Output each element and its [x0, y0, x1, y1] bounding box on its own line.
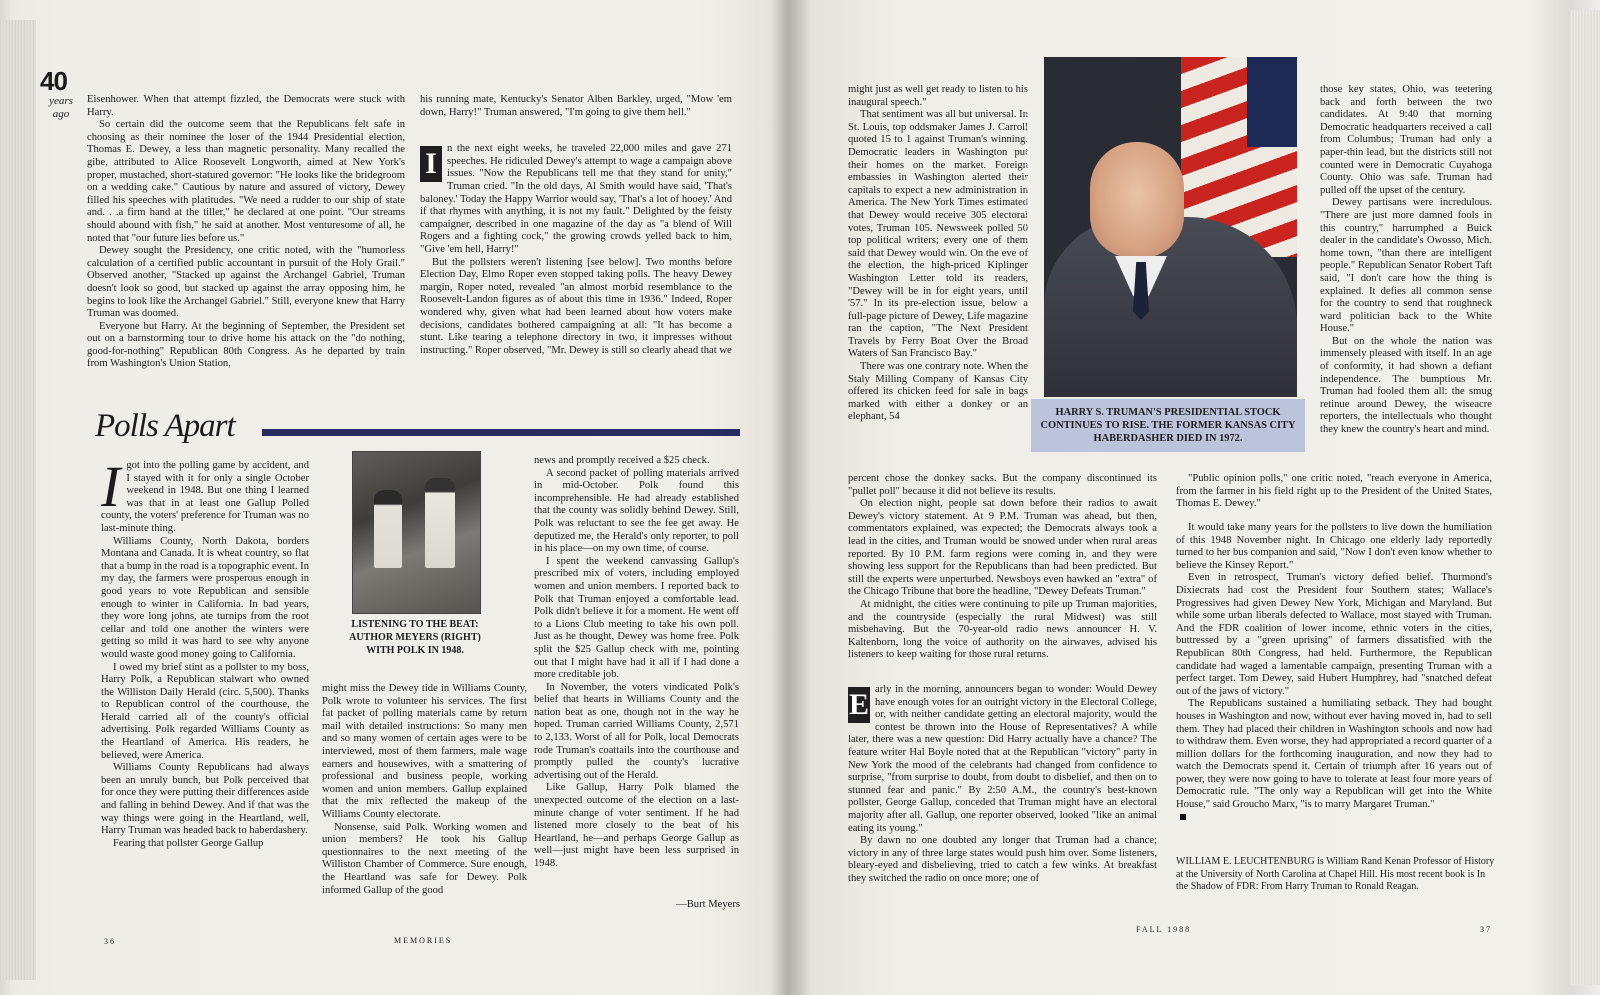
article-column-4-lower: It would take many years for the pollsters to live down the humiliation of this 1948 November night. In Chicago one elderly lady reportedly turned to her bus companion and said, "Now I don't even know whether to believe the Kinsey Report." Even in retrospect, Truman's victory defied belief. Thurmond's Dixiecrats had cost the President four Southern states; Wallace's Progressives had given Dewey New York, Michigan and Maryland. But while some urban liberals defected to Wallace, most stayed with Truman. And the FDR coalition of lower income, ethnic voters in the cities, buttressed by a "green uprising" of farmers dissatisfied with the Republican 80th Congress, had held. Furthermore, the Republican candidate had waged a lamentable campaign, presenting Truman with a perfect target. Tom Dewey, said Hubert Humphrey, had "snatched defeat out of the jaws of victory." The Republicans sustained a humiliating setback. They had bought houses in Washington and now, without ever having moved in, had to sell them. They had placed their children in Washington schools and now had to withdraw them. Even worse, they had appropriated a record quarter of a million dollars for the forthcoming inauguration, and now they had to watch the Democrats spend it. Certain of triumph after 16 years out of power, they were now going to have to tolerate at least four more years of Democratic rule. "The only way a Republican will get into the White House," said Groucho Marx, "is to marry Margaret Truman." [1176, 522, 1492, 850]
page-number-right: 37 [1480, 925, 1492, 934]
portrait-face [1090, 142, 1184, 258]
sidebar-column-1: I got into the polling game by accident, and I stayed with it for only a single October weekend in 1948. But one thing I learned was that in at least one Gallup Polled county, the voters' preference for Truman was no last-minute thing. Williams County, North Dakota, borders Montana and Canada. It is wheat country, so flat that a bump in the road is a topographic event. In my day, the farmers were prosperous enough in good years to vote Republican and sensible enough to winter in California. In bad years, they wore long johns, ate turnips from the root cellar and told one another the winters were getting so mild it was hard to see why anyone would waste good money going to California. I owed my brief stint as a pollster to my boss, Harry Polk, a Republican stalwart who owned the Williston Daily Herald (circ. 5,500). Thanks to Republican control of the courthouse, the Herald carried all of the county's official advertising. Polk regarded Williams County as the Heartland of America. His readers, he believed, were America. Williams County Republicans had always been an unruly bunch, but Polk perceived that for once they were putting their differences aside and falling in behind Dewey. And if that was the way things were going in the Heartland, well, Harry Truman was headed back to haberdashery. Fearing that pollster George Gallup [101, 460, 309, 849]
article-column-1: Eisenhower. When that attempt fizzled, the Democrats were stuck with Harry. So certain did the outcome seem that the Republicans felt safe in choosing as their nominee the loser of the 1944 Presidential election, Thomas E. Dewey, a less than magnetic personality. Many recalled the gibe, attributed to Alice Roosevelt Longworth, aimed at New York's proper, mustached, short-statured governor: "He looks like the bridegroom on a wedding cake." Cautious by nature and assured of victory, Dewey filled his speeches with platitudes. "We need a rudder to our ship of state and. . .a firm hand at the tiller," he declared at one point. "Our streams should abound with fish," he said at another. Most venturesome of all, he noted that "our future lies before us." Dewey sought the Presidency, one critic noted, with the "humorless calculation of a certified public accountant in pursuit of the Holy Grail." Observed another, "Stacked up against the Archangel Gabriel, Truman doesn't look so good, but stacked up against the array opposing him, he begins to look like the Archangel Gabriel." Still, everyone knew that Harry Truman was doomed. Everyone but Harry. At the beginning of September, the President set out on a barnstorming tour to drive home his attack on the "do nothing, good-for-nothing" Republican 80th Congress. As he departed by train from Washington's Union Station, [87, 94, 405, 370]
section-number: 40 [40, 66, 67, 96]
sidebar-column-2: might miss the Dewey tide in Williams County, Polk wrote to volunteer his services. The first fat packet of polling materials came by return mail with detailed instructions: So many men and so many women of certain ages were to be interviewed, most of them farmers, male wage earners and housewives, with a smattering of professional and business people, working women and union members. Gallup explained that the mix reflected the makeup of the Williams County electorate. Nonsense, said Polk. Working women and union members? He took his Gallup questionnaires to the next meeting of the Williston Chamber of Commerce. Sure enough, the Heartland was safe for Dewey. Polk informed Gallup of the good [322, 683, 527, 896]
photo-figure-meyers [425, 478, 455, 568]
photo-caption: LISTENING TO THE BEAT: AUTHOR MEYERS (RIGHT) WITH POLK IN 1948. [349, 619, 481, 656]
photo-credit: GEORGE SKADDING/LIFE MAGAZINE ©TIME INC. [1026, 109, 1032, 250]
page-edges-left [0, 20, 36, 980]
running-foot-right: FALL 1988 [1136, 925, 1192, 934]
drop-cap-e: E [848, 688, 869, 721]
flag-canton [1247, 57, 1297, 147]
article-column-4: those key states, Ohio, was teetering back and forth between the two candidates. At 9:40 that morning Democratic headquarters received a call from Columbus; Truman had only a paper-thin lead, but the districts still not counted were in Democratic Cuyahoga County. Ohio was safe. Truman had pulled off the upset of the century. Dewey partisans were incredulous. "There are just more damned fools in this country," harrumphed a Buick dealer in the candidate's Owosso, Mich. home town, "than there are intelligent people." Republican Senator Robert Taft said, "I don't care how the thing is explained. It defies all common sense for the country to send that roughneck ward politician back to the White House." But on the whole the nation was immensely pleased with itself. In an age of conformity, it had shown a defiant independence. The bumptious Mr. Truman had fooled them all: the smug retinue around Dewey, the wiseacre reporters, the intellectuals who thought they knew the country's heart and mind. [1320, 84, 1492, 436]
sidebar-column-3: news and promptly received a $25 check. A second packet of polling materials arrived in mid-October. Polk found this incomprehensible. He had already established that the county was solidly behind Dewey. Still, Polk was reluctant to see the fee get away. He deputized me, the Herald's only reporter, to poll in his place—on my own time, of course. I spent the weekend canvassing Gallup's prescribed mix of voters, including employed women and union members. I reported back to Polk that Truman enjoyed a comfortable lead. Polk didn't believe it for a moment. He went off to a Lions Club meeting to take his own poll. Just as he thought, Dewey was home free. Polk split the $25 Gallup check with me, pointing out that I might have had it all if I had done a more creditable job. In November, the voters vindicated Polk's belief that hearts in Williams County and the nation beat as one, though not in the way he hoped. Truman carried Williams County, 2,571 to 2,133. Worst of all for Polk, local Democrats rode Truman's coattails into the courthouse and promptly pulled the county's lucrative advertising out of the Herald. Like Gallup, Harry Polk blamed the unexpected outcome of the election on a last-minute change of voter sentiment. If he had listened more closely to the beat of his Heartland, he—and perhaps George Gallup as well—just might have been less surprised in 1948. [534, 455, 739, 869]
sidebar-title: Polls Apart [95, 408, 235, 444]
author-bio: WILLIAM E. LEUCHTENBURG is William Rand Kenan Professor of History at the University of North Carolina at Chapel Hill. His most recent book is In the Shadow of FDR: From Harry Truman to Ronald Reagan. [1176, 856, 1495, 892]
sidebar-signature: —Burt Meyers [676, 899, 740, 910]
sidebar-title-rule [262, 429, 740, 436]
sidebar-drop-cap: I [101, 460, 121, 519]
drop-cap: I [420, 146, 442, 182]
book-gutter [770, 0, 810, 995]
end-mark [1180, 814, 1186, 820]
photo-figure-polk [374, 490, 402, 568]
running-foot-left: MEMORIES [394, 936, 453, 945]
portrait-caption: HARRY S. TRUMAN'S PRESIDENTIAL STOCK CONTINUES TO RISE. THE FORMER KANSAS CITY HABERDASHER DIED IN 1972. [1031, 399, 1305, 452]
section-label: years ago [49, 95, 73, 120]
article-column-3-lower: E arly in the morning, announcers began to wonder: Would Dewey have enough votes for an outright victory in the Electoral College, or, with neither candidate getting an electoral majority, would the contest be thrown into the House of Representatives? A while later, there was a new question: Did Harry actually have a chance? The feature writer Hal Boyle noted that at the Republican "victory" party in New York the mood of the celebrants had changed from confidence to surprise, "from surprise to doubt, from doubt to disbelief, and then on to stunned fear and panic." By 2:50 A.M., the country's best-known pollster, George Gallup, conceded that Truman might have an electoral majority after all. Gallup, one reporter observed, looked "like an animal eating its young." By dawn no one doubted any longer that Truman had a chance; victory in any of three large states would push him over. Some listeners, bleary-eyed and disbelieving, tried to catch a few winks. At breakfast they switched the radio on once more; one of [848, 684, 1157, 884]
article-column-3-wide: percent chose the donkey sacks. But the company discontinued its "pullet poll" because it did not believe its results. On election night, people sat down before their radios to await Dewey's victory statement. At 9 P.M. Truman was ahead, but then, commentators explained, was expected; the Democrats always took a lead in the cities, and Truman would be snowed under when rural areas reported. By 10 P.M. farm regions were coming in, and they were showing less support for the Republicans than had been predicted. But still the experts were unperturbed. Newsboys even hawked an "extra" of the Chicago Tribune that bore the headline, "Dewey Defeats Truman." At midnight, the cities were continuing to pile up Truman majorities, and the countryside (especially the rural Midwest) was still misbehaving. But the 70-year-old radio news announcer H. V. Kaltenborn, long the voice of authority on the airwaves, advised his listeners to keep waiting for those rural returns. [848, 473, 1157, 661]
article-column-2: his running mate, Kentucky's Senator Alben Barkley, urged, "Mow 'em down, Harry!" Truman answered, "I'm going to give them hell." I n the next eight weeks, he traveled 22,000 miles and gave 271 speeches. He ridiculed Dewey's attempt to wage a campaign above issues. "Now the Republicans tell me that they stand for unity," Truman cried. "In the old days, Al Smith would have said, 'That's baloney.' Today the Happy Warrior would say, 'That's a lot of hooey.' And if that rhymes with anything, it is not my fault." Delighted by the feisty campaigner, described in one magazine of the day as "a blend of Will Rogers and a fighting cock," the growing crowds yelled back to him, "Give 'em hell, Harry!" But the pollsters weren't listening [see below]. Two months before Election Day, Elmo Roper even stopped taking polls. The heavy Dewey margin, Roper noted, revealed "an almost morbid resemblance to the Roosevelt-Landon figures as of about this time in 1936." Indeed, Roper wondered why, given what had been learned about how voters make decisions, candidates bothered campaigning at all: "It has become a stunt. Like tearing a telephone directory in two, it impresses without instructing." Roper observed, "Mr. Dewey is still so clearly ahead that we [420, 94, 732, 356]
page-number-left: 36 [104, 937, 116, 946]
meyers-polk-photo [352, 451, 481, 614]
article-column-3: might just as well get ready to listen to his inaugural speech." That sentiment was all but universal. In St. Louis, top oddsmaker James J. Carroll quoted 15 to 1 against Truman's winning. Democratic leaders in Washington put their homes on the market. Foreign embassies in Washington alerted their capitals to expect a new administration in America. The New York Times estimated that Dewey would receive 305 electoral votes, Truman 105. Newsweek polled 50 top political writers; every one of them said that Dewey would win. On the eve of the election, the high-priced Kiplinger Washington Letter told its readers, "Dewey will be in for eight years, until '57." In its pre-election issue, below a full-page picture of Dewey, Life magazine ran the caption, "The Next President Travels by Ferry Boat Over the Broad Waters of San Francisco Bay." There was one contrary note. When the Staly Milling Company of Kansas City offered its chicken feed for sale in bags marked with either a donkey or an elephant, 54 [848, 84, 1028, 423]
page-edges-right [1570, 10, 1600, 985]
article-column-4-wide: "Public opinion polls," one critic noted, "reach everyone in America, from the farmer in his field right up to the President of the United States, Thomas E. Dewey." [1176, 473, 1492, 510]
